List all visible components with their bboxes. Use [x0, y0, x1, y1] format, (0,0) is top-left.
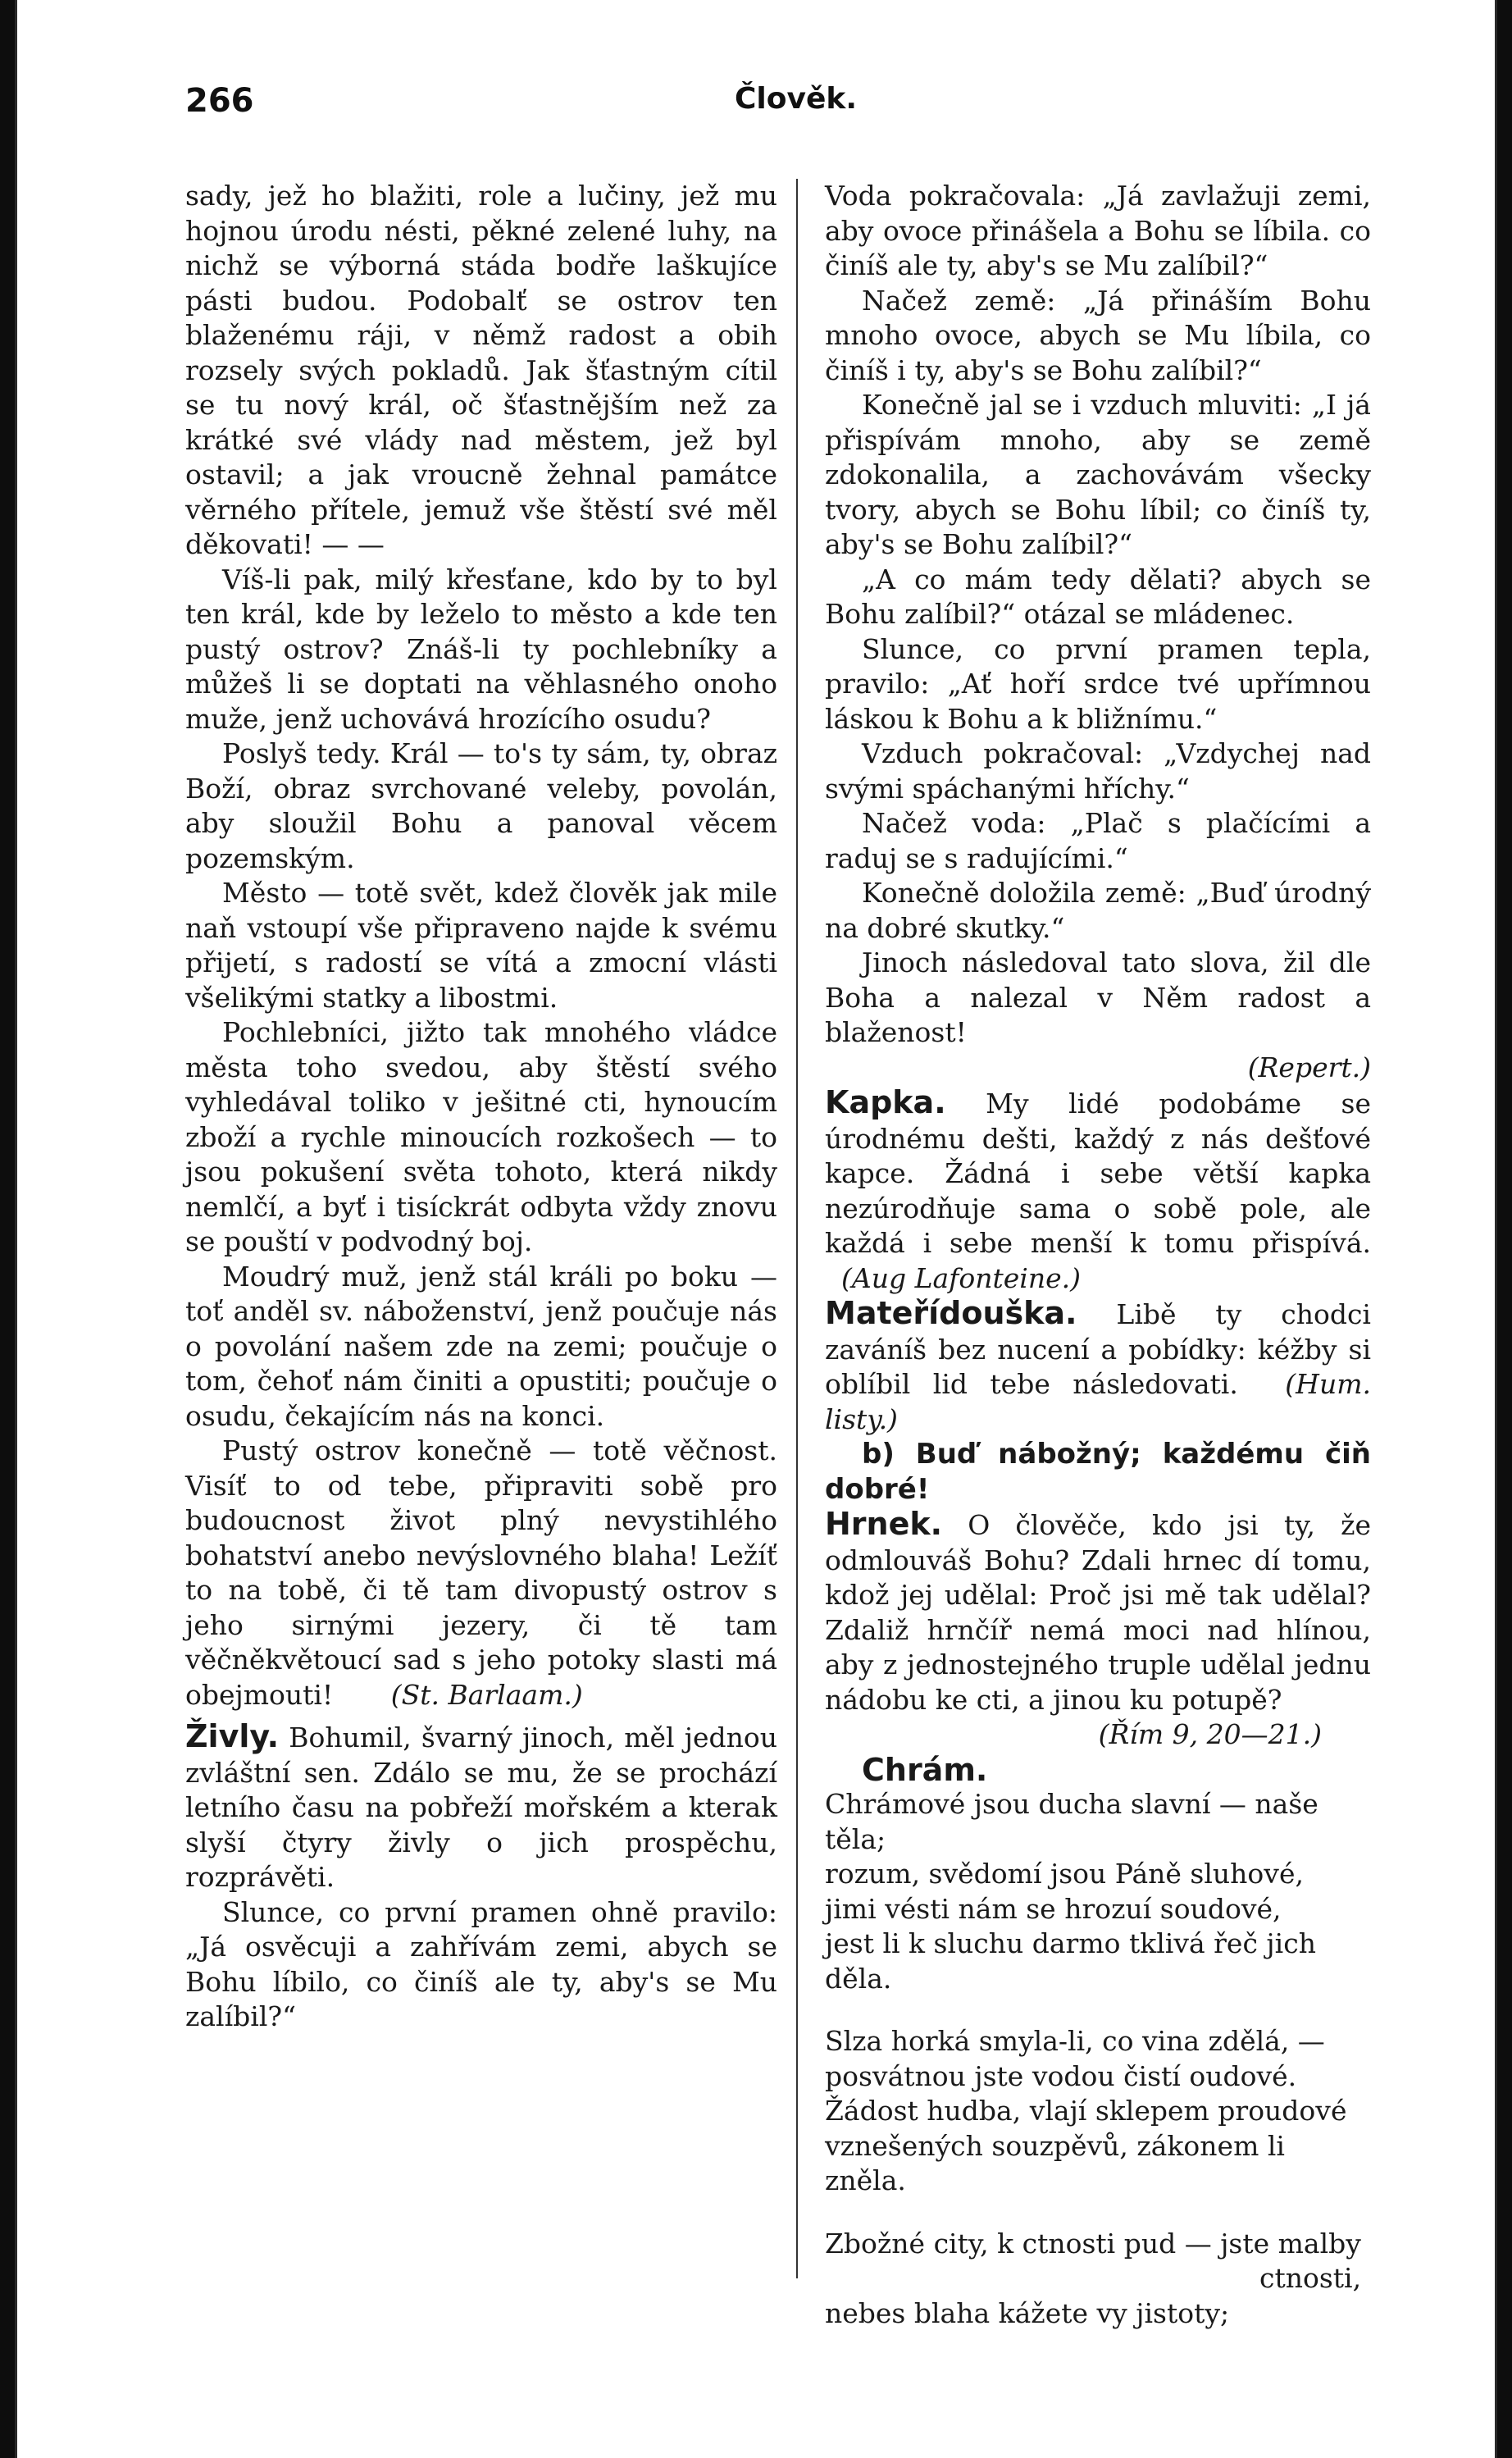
poem-line: Žádost hudba, vlají sklepem proudové	[825, 2095, 1347, 2127]
paragraph: Konečně jal se i vzduch mluviti: „I já přispívám mnoho, aby se země zdokonalila, a zachovávám všecky tvory, abych se Bohu líbil; co činíš ty, aby's se Bohu zalíbil?“	[825, 389, 1371, 560]
section-heading: b) Buď nábožný; každému čiň dobré!	[825, 1438, 1371, 1506]
entry-text: My lidé podobáme se úrodnému dešti, každý z nás dešťové kapce. Žádná i sebe větší kapka nezúrodňuje sama o sobě pole, ale každá i sebe menší k tomu přispívá.	[825, 1088, 1371, 1259]
poem	[825, 1787, 1371, 2331]
entry-hrnek	[825, 1507, 1371, 1717]
paragraph: Konečně doložila země: „Buď úrodný na dobré skutky.“	[825, 877, 1371, 944]
poem-line-continuation: ctnosti,	[1259, 2262, 1362, 2294]
paragraph: Pochlebníci, jižto tak mnohého vládce města toho svedou, aby štěstí svého vyhledával toliko v ješitné cti, hynoucím zboží a rychle minoucích rozkošech — to jsou pokušení světa tohoto, která nikdy nemlčí, a byť i tisíckrát odbyta vždy znovu se pouští v podvodný boj.	[185, 1016, 777, 1257]
entry-text: O člověče, kdo jsi ty, že odmlouváš Bohu? Zdali hrnec dí tomu, kdož jej udělal: Proč jsi mě tak udělal? Zdaliž hrnčíř nemá moci nad hlínou, aby z jednostejného truple udělal jednu nádobu ke cti, a jinou ku potupě?	[825, 1509, 1371, 1716]
entry-heading: Kapka.	[825, 1084, 946, 1120]
paragraph: Víš-li pak, milý křesťane, kdo by to byl ten král, kde by leželo to město a kde ten pustý ostrov? Znáš-li ty pochlebníky a můžeš li se doptati na věhlasného onoho muže, jenž uchovává hrozícího osudu?	[185, 563, 777, 735]
column-divider	[796, 179, 798, 2278]
paragraph: Slunce, co první pramen tepla, pravilo: „Ať hoří srdce tvé upřímnou láskou k Bohu a k bližnímu.“	[825, 632, 1371, 735]
entry-heading: Mateřídouška.	[825, 1295, 1077, 1331]
source-citation: (Řím 9, 20—21.)	[1098, 1718, 1322, 1750]
entry-heading: Živly.	[185, 1718, 280, 1754]
entry-heading: Hrnek.	[825, 1506, 943, 1542]
source-citation: (Repert.)	[1247, 1051, 1371, 1083]
source-citation: (Aug Lafonteine.)	[841, 1261, 1081, 1294]
paragraph: Jinoch následoval tato slova, žil dle Boha a nalezal v Něm radost a blaženost!	[825, 946, 1371, 1048]
entry-text: Bohumil, švarný jinoch, měl jednou zvláštní sen. Zdálo se mu, že se prochází letního času na pobřeží mořském a kterak slyší čtyry živly o jich prospěchu, rozprávěti.	[185, 1722, 777, 1893]
entry-materidouska	[825, 1296, 1371, 1437]
poem-line: nebes blaha kážete vy jistoty;	[825, 2296, 1230, 2329]
entry-kapka	[825, 1085, 1371, 1296]
poem-stanza	[825, 1787, 1371, 1996]
poem-line: rozum, svědomí jsou Páně sluhové,	[825, 1858, 1304, 1890]
paragraph	[185, 1434, 777, 1712]
paragraph-text: Pustý ostrov konečně — totě věčnost. Visíť to od tebe, připraviti sobě pro budoucnost život plný nevystihlého bohatství anebo nevýslovného blaha! Ležíť to na tobě, či tě tam divopustý ostrov s jeho sirnými jezery, či tě tam věčněkvětoucí sad s jeho potoky slasti má obejmouti!	[185, 1434, 777, 1711]
left-column	[185, 179, 777, 2035]
poem-line: Slza horká smyla-li, co vina zdělá, —	[825, 2025, 1325, 2057]
running-head: Člověk.	[735, 82, 857, 116]
paragraph: Vzduch pokračoval: „Vzdychej nad svými spáchanými hříchy.“	[825, 737, 1371, 805]
paragraph: „A co mám tedy dělati? abych se Bohu zalíbil?“ otázal se mládenec.	[825, 563, 1371, 630]
paragraph: Voda pokračovala: „Já zavlažuji zemi, aby ovoce přinášela a Bohu se líbila. co činíš ale ty, aby's se Mu zalíbil?“	[825, 180, 1371, 281]
source-citation: (St. Barlaam.)	[390, 1678, 583, 1711]
poem-stanza	[825, 2227, 1371, 2332]
entry-zivly	[185, 1719, 777, 1895]
source-citation: (Hum. listy.)	[825, 1368, 1371, 1435]
paragraph: Načež země: „Já přináším Bohu mnoho ovoce, abych se Mu líbila, co činíš i ty, aby's se Bohu zalíbil?“	[825, 284, 1371, 386]
poem-line: posvátnou jste vodou čistí oudové.	[825, 2059, 1297, 2092]
poem-line: jest li k sluchu darmo tklivá řeč jich děla.	[825, 1927, 1316, 1995]
paragraph: Načež voda: „Plač s plačícími a raduj se s radujícími.“	[825, 807, 1371, 874]
poem-line: Chrámové jsou ducha slavní — naše těla;	[825, 1788, 1318, 1855]
paragraph: Moudrý muž, jenž stál králi po boku — toť anděl sv. náboženství, jenž poučuje nás o povolání našem zde na zemi; poučuje o tom, čehoť nám činiti a opustiti; poučuje o osudu, čekajícím nás na konci.	[185, 1260, 777, 1432]
poem-line: jimi vésti nám se hrozuí soudové,	[825, 1892, 1282, 1925]
paragraph: Poslyš tedy. Král — to's ty sám, ty, obraz Boží, obraz svrchované veleby, povolán, aby sloužil Bohu a panoval věcem pozemským.	[185, 737, 777, 874]
poem-stanza	[825, 2024, 1371, 2199]
poem-line: vznešených souzpěvů, zákonem li zněla.	[825, 2129, 1285, 2196]
paragraph: Město — totě svět, kdež člověk jak mile naň vstoupí vše připraveno najde k svému přijetí, s radostí se vítá a zmocní vlásti všelikými statky a libostmi.	[185, 877, 777, 1014]
poem-line: Zbožné city, k ctnosti pud — jste malby	[825, 2227, 1361, 2260]
page-number: 266	[185, 82, 254, 120]
page-header	[185, 82, 1446, 131]
page	[15, 0, 1497, 2458]
entry-heading: Chrám.	[862, 1751, 988, 1788]
entry-text: Libě ty chodci zaváníš bez nucení a pobídky: kéžby si oblíbil lid tebe následovati.	[825, 1298, 1371, 1400]
paragraph: sady, jež ho blažiti, role a lučiny, jež mu hojnou úrodu nésti, pěkné zelené luhy, na nichž se výborná stáda bodře laškujíce pásti budou. Podobalť se ostrov ten blaženému ráji, v němž radost a obih rozsely svých pokladů. Jak šťastným cítil se tu nový král, oč šťastnějším než za krátké své vlády nad městem, jež byl ostavil; a jak vroucně žehnal památce věrného přítele, jemuž vše štěstí své měl děkovati! — —	[185, 180, 777, 560]
paragraph: Slunce, co první pramen ohně pravilo: „Já osvěcuji a zahřívám zemi, abych se Bohu líbilo, co činíš ale ty, aby's se Mu zalíbil?“	[185, 1895, 777, 2032]
right-column	[825, 179, 1371, 2359]
